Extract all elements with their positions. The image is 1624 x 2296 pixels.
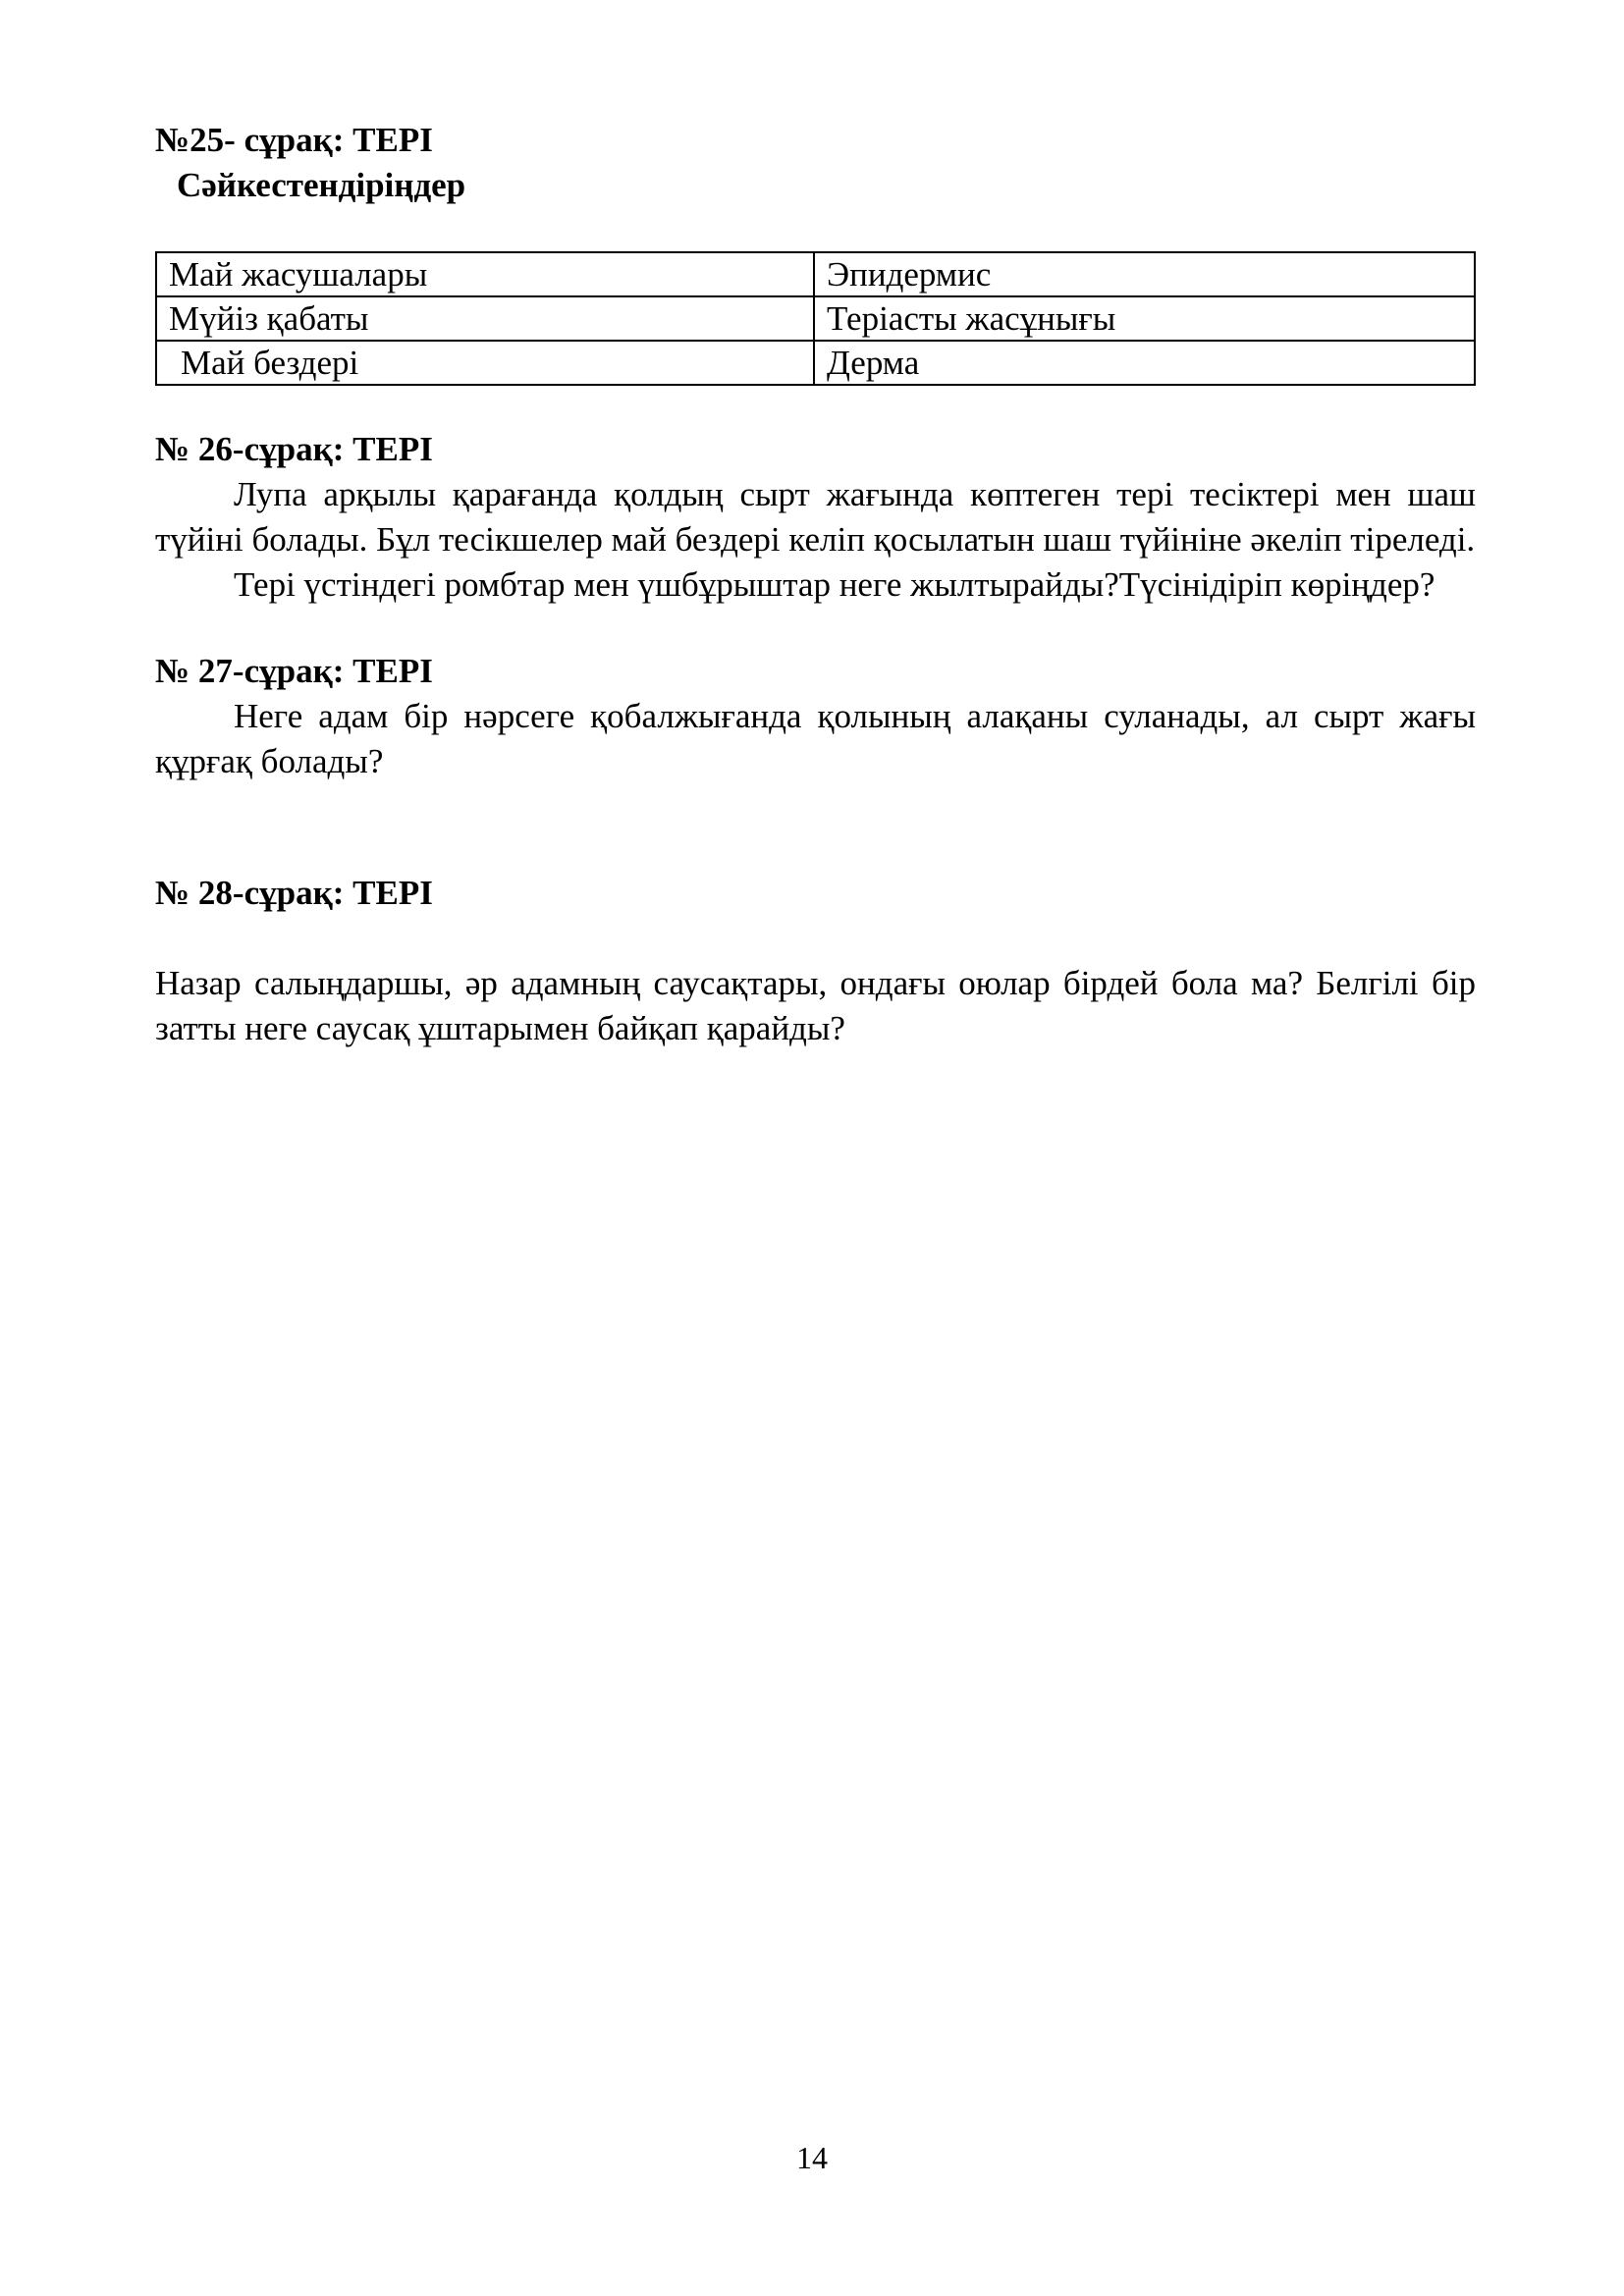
- table-cell: Мүйіз қабаты: [156, 296, 814, 341]
- table-cell: Дерма: [814, 341, 1475, 385]
- page-number: 14: [796, 2140, 828, 2175]
- table-cell: Май жасушалары: [156, 252, 814, 296]
- table-cell: Теріасты жасұнығы: [814, 296, 1475, 341]
- question-26: [155, 427, 1476, 608]
- table-row: [156, 252, 1475, 296]
- question-25-title: №25- сұрақ: ТЕРІ: [155, 121, 433, 159]
- question-25: [155, 118, 1476, 386]
- question-26-prompt: Тері үстіндегі ромбтар мен үшбұрыштар неге жылтырайды?Түсінідіріп көріңдер?: [234, 565, 1435, 604]
- table-cell: Май бездері: [156, 341, 814, 385]
- question-26-paragraph: Лупа арқылы қарағанда қолдың сырт жағында көптеген тері тесіктері мен шаш түйіні болады. Бұл тесікшелер май бездері келіп қосылатын шаш түйініне әкеліп тіреледі.: [155, 475, 1476, 559]
- matching-table: [155, 251, 1476, 386]
- table-cell: Эпидермис: [814, 252, 1475, 296]
- question-27-title: № 27-сұрақ: ТЕРІ: [155, 652, 433, 690]
- question-28: [155, 871, 1476, 1051]
- question-26-title: № 26-сұрақ: ТЕРІ: [155, 430, 433, 468]
- question-28-paragraph: Назар салыңдаршы, әр адамның саусақтары, ондағы оюлар бірдей бола ма? Белгілі бір затты неге саусақ ұштарымен байқап қарайды?: [155, 964, 1476, 1047]
- question-25-instruction: Сәйкестендіріңдер: [177, 166, 466, 204]
- question-27-paragraph: Неге адам бір нәрсеге қобалжығанда қолының алақаны суланады, ал сырт жағы құрғақ болады?: [155, 697, 1476, 780]
- table-row: [156, 341, 1475, 385]
- table-row: [156, 296, 1475, 341]
- question-27: [155, 649, 1476, 784]
- question-28-title: № 28-сұрақ: ТЕРІ: [155, 874, 433, 912]
- page-content: [155, 118, 1476, 1051]
